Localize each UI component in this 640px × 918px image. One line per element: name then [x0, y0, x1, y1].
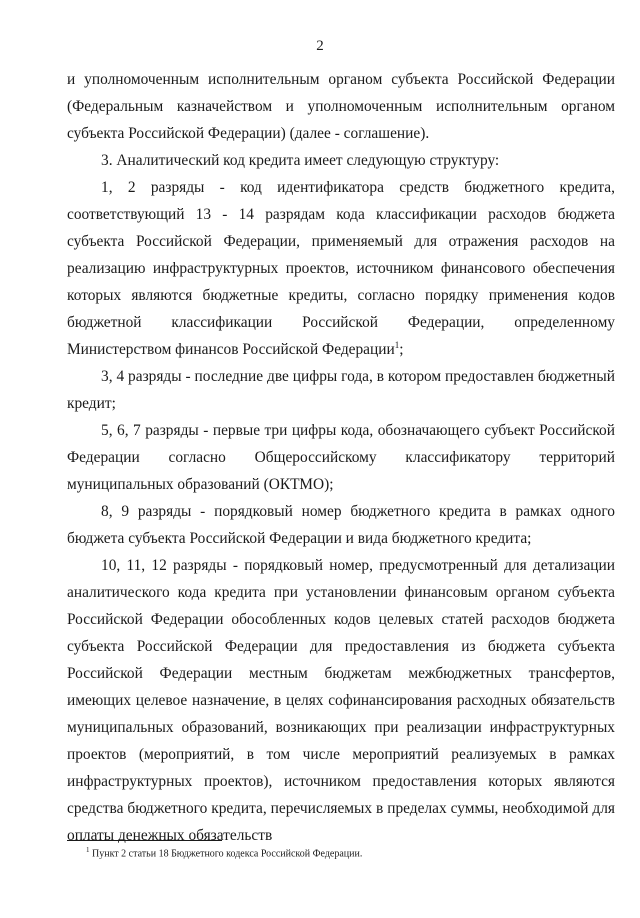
paragraph-3: [67, 174, 615, 363]
paragraph-3-tail: ;: [399, 341, 404, 358]
paragraph-3-text: 1, 2 разряды - код идентификатора средств бюджетного кредита, соответствующий 13 - 14 разрядам кода классификации расходов бюджета субъекта Российской Федерации, применяемый для отражения расходов на реализацию инфраструктурных проектов, источником финансового обеспечения которых являются бюджетные кредиты, согласно порядку применения кодов бюджетной классификации Российской Федерации, определенному Министерством финансов Российской Федерации: [67, 179, 615, 358]
footnote: [86, 846, 362, 859]
footnote-reference[interactable]: 1: [394, 339, 400, 350]
paragraph-4: 3, 4 разряды - последние две цифры года, в котором предоставлен бюджетный кредит;: [67, 368, 615, 412]
footnote-marker: 1: [86, 846, 90, 854]
paragraph-6: 8, 9 разряды - порядковый номер бюджетного кредита в рамках одного бюджета субъекта Российской Федерации и вида бюджетного кредита;: [67, 503, 615, 547]
footnote-divider: [67, 840, 222, 841]
paragraph-1: и уполномоченным исполнительным органом субъекта Российской Федерации (Федеральным казначейством и уполномоченным исполнительным органом субъекта Российской Федерации) (далее - соглашение).: [67, 71, 615, 142]
paragraph-5: 5, 6, 7 разряды - первые три цифры кода, обозначающего субъект Российской Федерации согласно Общероссийскому классификатору территорий муниципальных образований (ОКТМО);: [67, 422, 615, 493]
page-number: 2: [316, 38, 324, 54]
footnote-text: Пункт 2 статьи 18 Бюджетного кодекса Российской Федерации.: [92, 848, 363, 860]
document-body: [67, 66, 615, 849]
paragraph-7: 10, 11, 12 разряды - порядковый номер, предусмотренный для детализации аналитического кода кредита при установлении финансовым органом субъекта Российской Федерации обособленных кодов целевых статей расходов бюджета субъекта Российской Федерации для предоставления из бюджета субъекта Российской Федерации местным бюджетам межбюджетных трансфертов, имеющих целевое назначение, в целях софинансирования расходных обязательств муниципальных образований, возникающих при реализации инфраструктурных проектов (мероприятий, в том числе мероприятий реализуемых в рамках инфраструктурных проектов), источником предоставления которых являются средства бюджетного кредита, перечисляемых в пределах суммы, необходимой для оплаты денежных обязательств: [67, 557, 615, 844]
paragraph-2: 3. Аналитический код кредита имеет следующую структуру:: [101, 152, 500, 169]
